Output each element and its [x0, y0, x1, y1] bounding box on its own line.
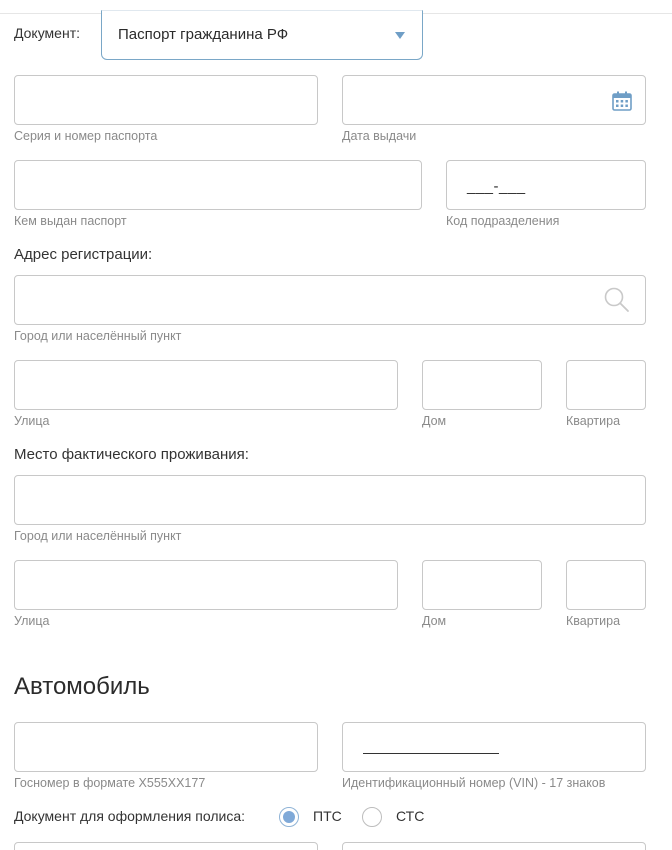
residence-apartment-label: Квартира	[566, 614, 621, 628]
residence-city-label: Город или населённый пункт	[14, 529, 182, 543]
division-code-label: Код подразделения	[446, 214, 560, 228]
issued-by-input[interactable]	[14, 160, 422, 210]
passport-series-number-label: Серия и номер паспорта	[14, 129, 158, 143]
division-code-input[interactable]	[446, 160, 646, 210]
registration-house-label: Дом	[422, 414, 447, 428]
registration-address-title: Адрес регистрации:	[14, 246, 153, 263]
vin-input[interactable]	[342, 722, 646, 772]
residence-house-input[interactable]	[422, 560, 542, 610]
chevron-down-icon	[395, 32, 405, 39]
residence-city-input[interactable]	[14, 475, 646, 525]
residence-street-label: Улица	[14, 614, 50, 628]
plate-number-input[interactable]	[14, 722, 318, 772]
issue-date-input[interactable]	[342, 75, 646, 125]
issued-by-label: Кем выдан паспорт	[14, 214, 127, 228]
registration-apartment-label: Квартира	[566, 414, 621, 428]
registration-city-input[interactable]	[14, 275, 646, 325]
sts-radio[interactable]	[362, 807, 382, 827]
registration-apartment-input[interactable]	[566, 360, 646, 410]
registration-city-label: Город или населённый пункт	[14, 329, 182, 343]
document-label: Документ:	[14, 25, 80, 41]
registration-street-input[interactable]	[14, 360, 398, 410]
pts-radio[interactable]	[279, 807, 299, 827]
passport-series-number-input[interactable]	[14, 75, 318, 125]
vin-label: Идентификационный номер (VIN) - 17 знаков	[342, 776, 606, 790]
residence-house-label: Дом	[422, 614, 447, 628]
plate-number-label: Госномер в формате X555XX177	[14, 776, 206, 790]
vin-mask-line	[363, 753, 499, 754]
document-type-value: Паспорт гражданина РФ	[118, 26, 289, 43]
document-type-select[interactable]	[101, 10, 423, 60]
division-code-mask: ___-___	[467, 178, 526, 195]
residence-address-title: Место фактического проживания:	[14, 446, 249, 463]
car-section-title: Автомобиль	[14, 673, 150, 700]
next-field-left[interactable]	[14, 842, 318, 850]
residence-street-input[interactable]	[14, 560, 398, 610]
issue-date-label: Дата выдачи	[342, 129, 417, 143]
registration-street-label: Улица	[14, 414, 50, 428]
policy-document-label: Документ для оформления полиса:	[14, 808, 246, 824]
calendar-icon[interactable]	[612, 91, 632, 111]
residence-apartment-input[interactable]	[566, 560, 646, 610]
registration-house-input[interactable]	[422, 360, 542, 410]
next-field-right[interactable]	[342, 842, 646, 850]
search-icon	[603, 286, 631, 314]
pts-radio-label[interactable]: ПТС	[313, 808, 342, 824]
sts-radio-label[interactable]: СТС	[396, 808, 425, 824]
